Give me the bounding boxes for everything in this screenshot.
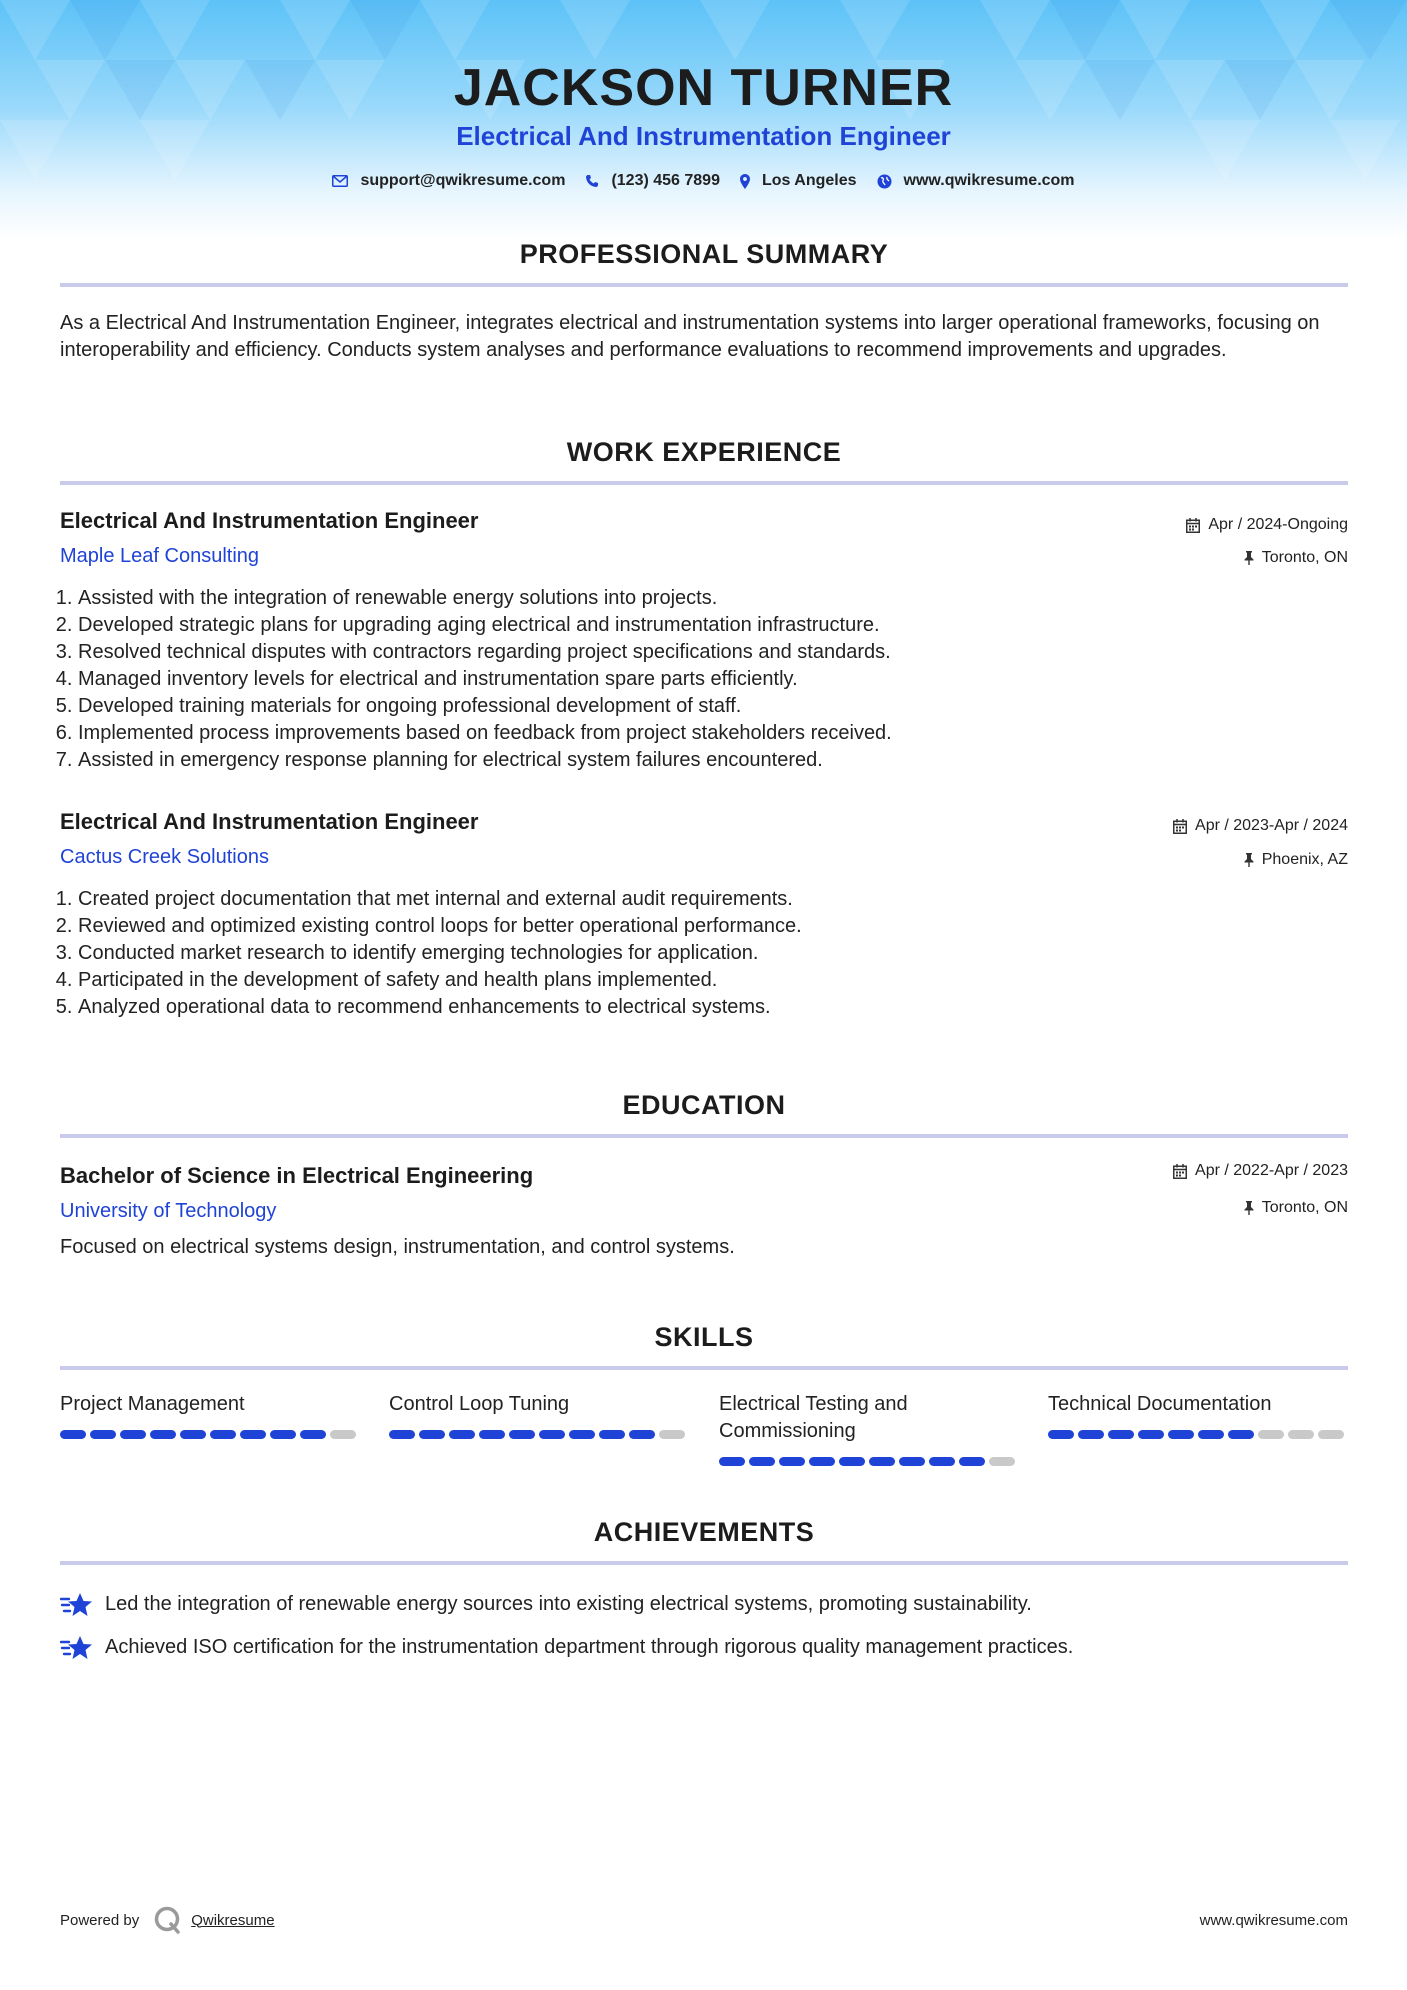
- list-item: 3. Conducted market research to identify emerging technologies for application.: [78, 940, 802, 967]
- skill-segment: [659, 1430, 685, 1439]
- skill-segment: [1168, 1430, 1194, 1439]
- skill-segment: [539, 1430, 565, 1439]
- map-pin-icon: [740, 174, 750, 189]
- skill-segment: [419, 1430, 445, 1439]
- list-item: 6. Implemented process improvements based on feedback from project stakeholders received.: [78, 720, 892, 747]
- skill-level-bar: [60, 1430, 360, 1439]
- job-dates: [1173, 817, 1348, 835]
- contact-row: [0, 172, 1407, 190]
- skill-segment: [1048, 1430, 1074, 1439]
- skill-segment: [1078, 1430, 1104, 1439]
- skill-level-bar: [1048, 1430, 1348, 1439]
- skill-segment: [90, 1430, 116, 1439]
- job-bullet-list: [60, 886, 802, 1021]
- website-text: www.qwikresume.com: [903, 172, 1075, 189]
- skill-level-bar: [719, 1457, 1019, 1466]
- skill-name: Electrical Testing and Commissioning: [719, 1393, 908, 1442]
- school-name: University of Technology: [60, 1200, 277, 1222]
- email-text: support@qwikresume.com: [360, 172, 566, 189]
- education-heading: EDUCATION: [622, 1090, 786, 1120]
- job-company: Maple Leaf Consulting: [60, 545, 260, 567]
- skill-name: Control Loop Tuning: [389, 1393, 570, 1415]
- education-dates: [1173, 1162, 1348, 1180]
- skill-segment: [240, 1430, 266, 1439]
- skill-segment: [1198, 1430, 1224, 1439]
- list-item: 2. Reviewed and optimized existing control loops for better operational performance.: [78, 913, 802, 940]
- education-location-text: Toronto, ON: [1261, 1199, 1348, 1216]
- skill-segment: [150, 1430, 176, 1439]
- job-dates-text: Apr / 2023-Apr / 2024: [1195, 817, 1348, 834]
- skill-segment: [479, 1430, 505, 1439]
- list-item: 7. Assisted in emergency response planning for electrical system failures encountered.: [78, 747, 892, 774]
- skill-segment: [779, 1457, 805, 1466]
- skill-name: Technical Documentation: [1048, 1393, 1272, 1415]
- phone-text: (123) 456 7899: [611, 172, 720, 189]
- brand-link[interactable]: Qwikresume: [191, 1911, 275, 1929]
- header-background: [0, 0, 1407, 240]
- qwikresume-logo-icon: [153, 1905, 183, 1935]
- achievement-text: Achieved ISO certification for the instrumentation department through rigorous quality management practices.: [105, 1635, 1074, 1658]
- footer-website[interactable]: www.qwikresume.com: [1199, 1911, 1348, 1929]
- skill-segment: [839, 1457, 865, 1466]
- skills-divider: [60, 1366, 1348, 1370]
- skill-item: [719, 1391, 1019, 1466]
- skill-segment: [749, 1457, 775, 1466]
- skill-segment: [270, 1430, 296, 1439]
- job-title: Electrical And Instrumentation Engineer: [60, 809, 479, 834]
- skill-segment: [599, 1430, 625, 1439]
- skill-item: [60, 1391, 360, 1439]
- skill-segment: [929, 1457, 955, 1466]
- experience-heading: WORK EXPERIENCE: [566, 437, 842, 467]
- candidate-role: Electrical And Instrumentation Engineer: [456, 121, 951, 151]
- contact-location: [740, 172, 857, 190]
- skill-segment: [809, 1457, 835, 1466]
- skill-segment: [1288, 1430, 1314, 1439]
- pushpin-icon: [1244, 551, 1254, 565]
- phone-icon: [585, 174, 599, 188]
- achievements-heading: ACHIEVEMENTS: [593, 1517, 815, 1547]
- skill-segment: [449, 1430, 475, 1439]
- job-dates-text: Apr / 2024-Ongoing: [1208, 516, 1348, 533]
- skill-segment: [210, 1430, 236, 1439]
- shooting-star-icon: [60, 1590, 93, 1618]
- job-location: [1244, 549, 1348, 567]
- education-location: [1244, 1199, 1348, 1217]
- list-item: 1. Created project documentation that met internal and external audit requirements.: [78, 886, 802, 913]
- list-item: 1. Assisted with the integration of renewable energy solutions into projects.: [78, 585, 892, 612]
- skill-segment: [869, 1457, 895, 1466]
- skill-segment: [389, 1430, 415, 1439]
- list-item: 5. Developed training materials for ongoing professional development of staff.: [78, 693, 892, 720]
- achievements-divider: [60, 1561, 1348, 1565]
- summary-text: As a Electrical And Instrumentation Engineer, integrates electrical and instrumentation systems into larger operational frameworks, focusing on interoperability and efficiency. Conducts system analyses and performance evaluations to recommend improvements and upgrades.: [60, 312, 1320, 361]
- contact-email[interactable]: [332, 172, 565, 190]
- powered-by-label: Powered by: [60, 1911, 140, 1929]
- job-dates: [1186, 516, 1348, 534]
- list-item: 4. Participated in the development of safety and health plans implemented.: [78, 967, 802, 994]
- skill-segment: [1138, 1430, 1164, 1439]
- list-item: 3. Resolved technical disputes with contractors regarding project specifications and standards.: [78, 639, 892, 666]
- skill-segment: [569, 1430, 595, 1439]
- education-description: Focused on electrical systems design, instrumentation, and control systems.: [60, 1236, 735, 1258]
- skill-segment: [959, 1457, 985, 1466]
- achievement-text: Led the integration of renewable energy sources into existing electrical systems, promoting sustainability.: [105, 1592, 1032, 1615]
- calendar-icon: [1173, 819, 1187, 834]
- skills-heading: SKILLS: [654, 1322, 754, 1352]
- calendar-icon: [1173, 1164, 1187, 1179]
- envelope-icon: [332, 175, 348, 187]
- summary-divider: [60, 283, 1348, 287]
- list-item: 5. Analyzed operational data to recommend enhancements to electrical systems.: [78, 994, 802, 1021]
- skill-segment: [1108, 1430, 1134, 1439]
- skill-item: [389, 1391, 689, 1439]
- degree-title: Bachelor of Science in Electrical Engineering: [60, 1163, 534, 1188]
- experience-divider: [60, 481, 1348, 485]
- achievement-item: [60, 1633, 1073, 1661]
- skill-segment: [1318, 1430, 1344, 1439]
- job-bullet-list: [60, 585, 892, 774]
- footer: [60, 1905, 1348, 1935]
- location-text: Los Angeles: [761, 172, 857, 189]
- skill-segment: [300, 1430, 326, 1439]
- job-location-text: Toronto, ON: [1261, 549, 1348, 566]
- job-company: Cactus Creek Solutions: [60, 846, 269, 868]
- contact-phone[interactable]: [585, 172, 720, 190]
- skill-segment: [120, 1430, 146, 1439]
- pushpin-icon: [1244, 1201, 1254, 1215]
- list-item: 4. Managed inventory levels for electrical and instrumentation spare parts efficiently.: [78, 666, 892, 693]
- skill-item: [1048, 1391, 1348, 1439]
- skill-segment: [180, 1430, 206, 1439]
- shooting-star-icon: [60, 1633, 93, 1661]
- job-location-text: Phoenix, AZ: [1261, 851, 1348, 868]
- skill-segment: [899, 1457, 925, 1466]
- contact-website[interactable]: [877, 172, 1075, 190]
- globe-icon: [877, 174, 892, 189]
- triangle-pattern: [0, 0, 1407, 240]
- skill-segment: [60, 1430, 86, 1439]
- education-dates-text: Apr / 2022-Apr / 2023: [1195, 1162, 1348, 1179]
- achievement-item: [60, 1590, 1032, 1618]
- skill-segment: [330, 1430, 356, 1439]
- skill-segment: [1228, 1430, 1254, 1439]
- skill-segment: [1258, 1430, 1284, 1439]
- skill-name: Project Management: [60, 1393, 245, 1415]
- pushpin-icon: [1244, 853, 1254, 867]
- skill-segment: [629, 1430, 655, 1439]
- job-title: Electrical And Instrumentation Engineer: [60, 508, 479, 533]
- education-divider: [60, 1134, 1348, 1138]
- skill-segment: [989, 1457, 1015, 1466]
- summary-heading: PROFESSIONAL SUMMARY: [519, 239, 889, 269]
- skill-segment: [509, 1430, 535, 1439]
- list-item: 2. Developed strategic plans for upgrading aging electrical and instrumentation infrastructure.: [78, 612, 892, 639]
- calendar-icon: [1186, 518, 1200, 533]
- candidate-name: JACKSON TURNER: [453, 59, 954, 117]
- job-location: [1244, 851, 1348, 869]
- skill-segment: [719, 1457, 745, 1466]
- footer-powered: [60, 1905, 275, 1935]
- skill-level-bar: [389, 1430, 689, 1439]
